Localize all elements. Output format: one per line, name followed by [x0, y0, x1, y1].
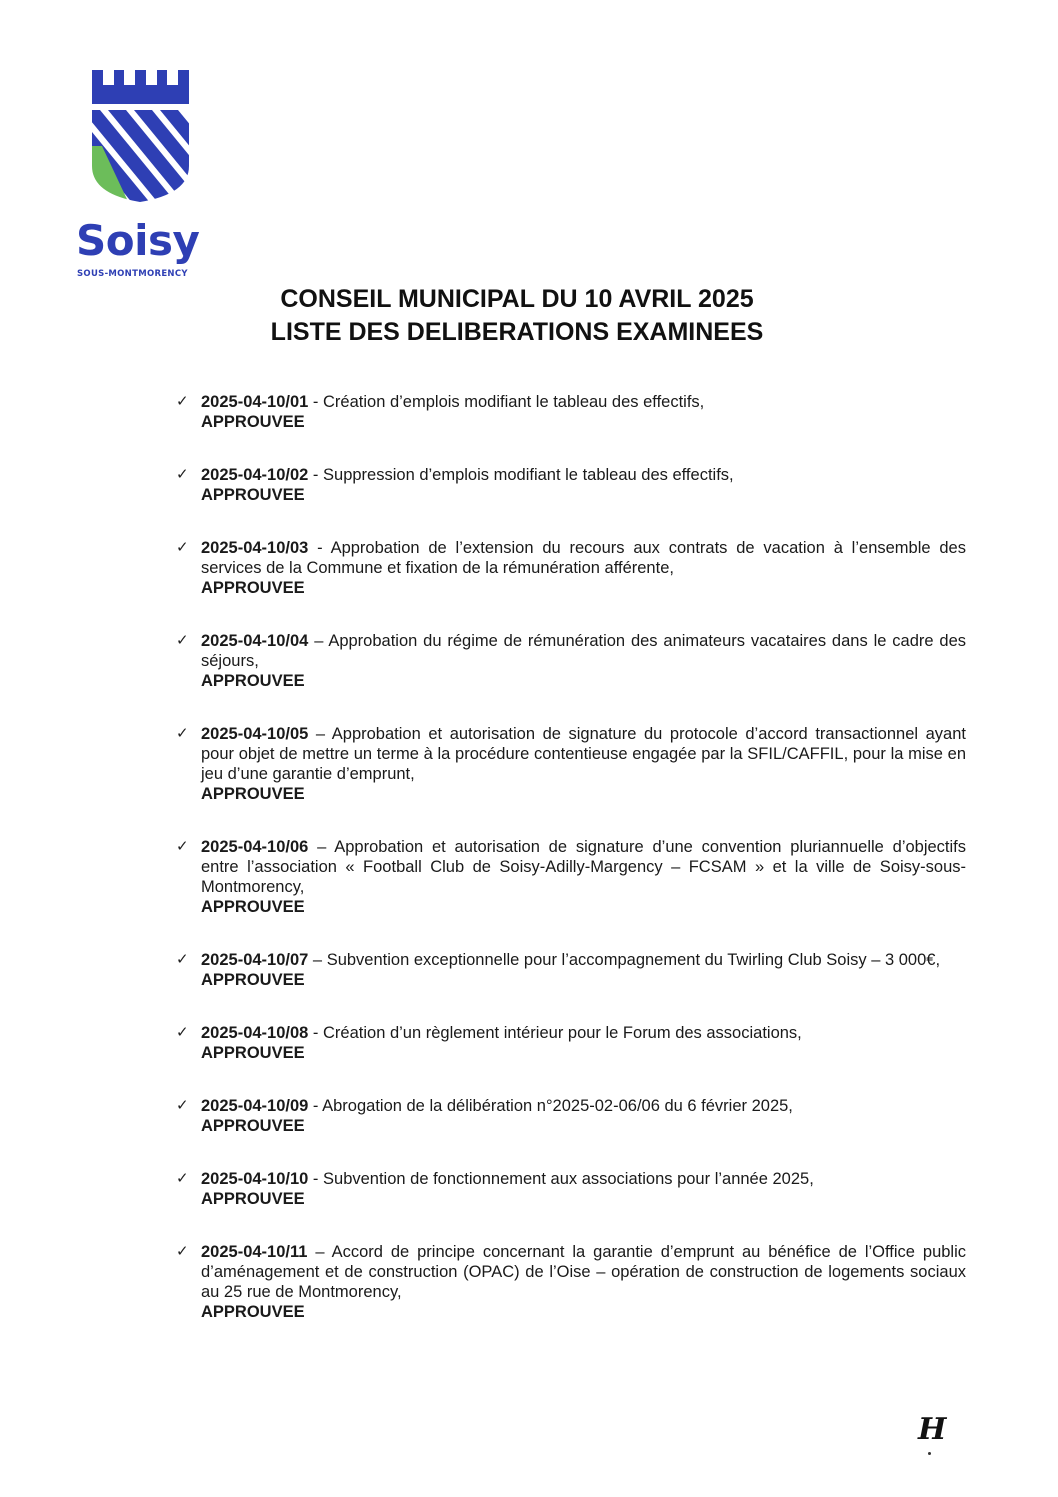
list-item — [176, 1023, 966, 1063]
status-label: APPROUVEE — [201, 1044, 305, 1062]
list-item — [176, 392, 966, 432]
deliberation-ref: 2025-04-10/09 — [201, 1097, 309, 1115]
separator: - — [308, 1024, 324, 1042]
checkmark-icon: ✓ — [176, 950, 189, 968]
checkmark-icon: ✓ — [176, 465, 189, 483]
status-label: APPROUVEE — [201, 1190, 305, 1208]
deliberation-text: Subvention exceptionnelle pour l’accompagnement du Twirling Club Soisy – 3 000€, — [326, 951, 941, 969]
list-item — [176, 1169, 966, 1209]
list-item — [176, 837, 966, 917]
deliberation-text: Approbation du régime de rémunération des animateurs vacataires dans le cadre des séjours, — [201, 632, 966, 670]
deliberation-text: Approbation et autorisation de signature d’une convention pluriannuelle d’objectifs entre l’association « Football Club de Soisy-Adilly-Margency – FCSAM » et la ville de Soisy-sous-Montmorency, — [201, 838, 967, 896]
castle-shield-icon — [72, 66, 197, 204]
list-item — [176, 538, 966, 598]
separator: - — [308, 1170, 324, 1188]
deliberation-text: Création d’un règlement intérieur pour le Forum des associations, — [323, 1024, 802, 1042]
checkmark-icon: ✓ — [176, 392, 189, 410]
status-label: APPROUVEE — [201, 413, 305, 431]
separator: – — [308, 838, 335, 856]
separator: - — [308, 1097, 323, 1115]
deliberation-ref: 2025-04-10/11 — [201, 1243, 308, 1261]
status-label: APPROUVEE — [201, 1117, 305, 1135]
deliberation-text: Approbation de l’extension du recours aux contrats de vacation à l’ensemble des services de la Commune et fixation de la rémunération afférente, — [201, 539, 966, 577]
deliberation-ref: 2025-04-10/10 — [201, 1170, 309, 1188]
deliberation-text: Création d’emplois modifiant le tableau des effectifs, — [323, 393, 705, 411]
checkmark-icon: ✓ — [176, 1242, 189, 1260]
status-label: APPROUVEE — [201, 486, 305, 504]
deliberation-ref: 2025-04-10/05 — [201, 725, 309, 743]
list-item — [176, 1242, 966, 1322]
separator: - — [308, 539, 331, 557]
logo-subtitle: SOUS-MONTMORENCY — [77, 269, 188, 279]
checkmark-icon: ✓ — [176, 1023, 189, 1041]
separator: - — [308, 393, 324, 411]
status-label: APPROUVEE — [201, 898, 305, 916]
document-title: CONSEIL MUNICIPAL DU 10 AVRIL 2025 — [280, 285, 754, 313]
handwritten-initials: H — [918, 1412, 947, 1447]
deliberation-text: Approbation et autorisation de signature du protocole d’accord transactionnel ayant pour objet de mettre un terme à la procédure contentieuse engagée par la SFIL/CAFFIL, pour la mise en jeu d’une garantie d’emprunt, — [201, 725, 966, 783]
deliberation-text: Subvention de fonctionnement aux associations pour l’année 2025, — [323, 1170, 814, 1188]
list-item — [176, 631, 966, 691]
status-label: APPROUVEE — [201, 672, 305, 690]
list-item — [176, 950, 966, 990]
status-label: APPROUVEE — [201, 1303, 305, 1321]
deliberation-text: Accord de principe concernant la garantie d’emprunt au bénéfice de l’Office public d’aménagement et de construction (OPAC) de l’Oise – opération de construction de logements sociaux au 25 rue de Montmorency, — [201, 1243, 966, 1301]
deliberation-ref: 2025-04-10/06 — [201, 838, 309, 856]
logo-name: Soisy — [76, 216, 200, 265]
list-item — [176, 465, 966, 505]
separator: – — [308, 725, 332, 743]
checkmark-icon: ✓ — [176, 1096, 189, 1114]
deliberation-ref: 2025-04-10/08 — [201, 1024, 309, 1042]
list-item — [176, 1096, 966, 1136]
checkmark-icon: ✓ — [176, 1169, 189, 1187]
checkmark-icon: ✓ — [176, 724, 189, 742]
document-subtitle: LISTE DES DELIBERATIONS EXAMINEES — [270, 318, 764, 346]
deliberations-list — [176, 392, 966, 1355]
list-item — [176, 724, 966, 804]
checkmark-icon: ✓ — [176, 538, 189, 556]
separator: - — [308, 466, 324, 484]
deliberation-text: Suppression d’emplois modifiant le tableau des effectifs, — [323, 466, 734, 484]
deliberation-ref: 2025-04-10/07 — [201, 951, 309, 969]
ink-dot — [928, 1452, 931, 1455]
status-label: APPROUVEE — [201, 785, 305, 803]
status-label: APPROUVEE — [201, 971, 305, 989]
checkmark-icon: ✓ — [176, 837, 189, 855]
status-label: APPROUVEE — [201, 579, 305, 597]
soisy-logo — [72, 66, 212, 204]
separator: – — [308, 951, 327, 969]
separator: – — [308, 632, 329, 650]
deliberation-ref: 2025-04-10/04 — [201, 632, 309, 650]
deliberation-text: Abrogation de la délibération n°2025-02-06/06 du 6 février 2025, — [322, 1097, 793, 1115]
checkmark-icon: ✓ — [176, 631, 189, 649]
deliberation-ref: 2025-04-10/03 — [201, 539, 309, 557]
separator: – — [307, 1243, 332, 1261]
deliberation-ref: 2025-04-10/01 — [201, 393, 309, 411]
deliberation-ref: 2025-04-10/02 — [201, 466, 309, 484]
